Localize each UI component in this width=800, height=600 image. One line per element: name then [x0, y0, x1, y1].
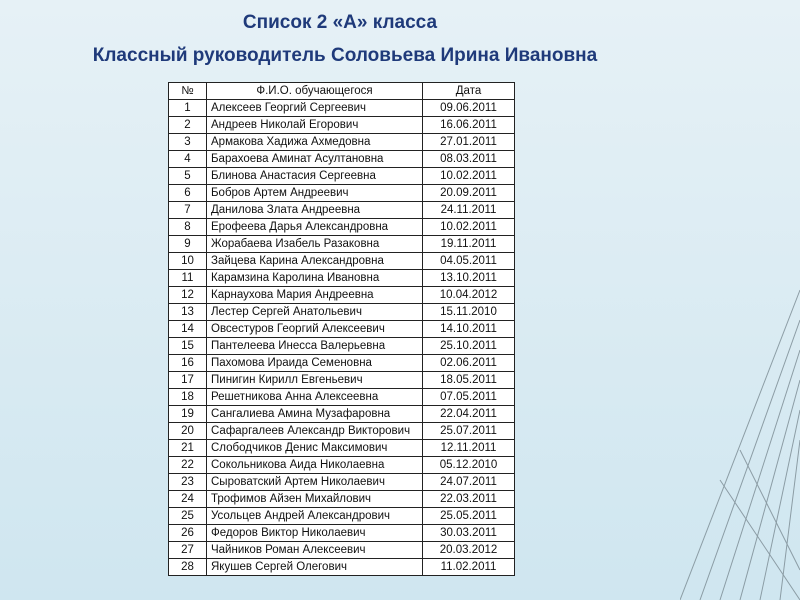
table-row [169, 253, 515, 270]
student-name: Лестер Сергей Анатольевич [207, 304, 423, 321]
row-date: 27.01.2011 [423, 134, 515, 151]
row-date: 25.07.2011 [423, 423, 515, 440]
row-date: 18.05.2011 [423, 372, 515, 389]
student-name: Армакова Хадижа Ахмедовна [207, 134, 423, 151]
student-name: Решетникова Анна Алексеевна [207, 389, 423, 406]
row-number: 22 [169, 457, 207, 474]
table-row [169, 321, 515, 338]
table-row [169, 474, 515, 491]
student-name: Пинигин Кирилл Евгеньевич [207, 372, 423, 389]
row-date: 08.03.2011 [423, 151, 515, 168]
student-name: Ерофеева Дарья Александровна [207, 219, 423, 236]
table-row [169, 355, 515, 372]
row-number: 3 [169, 134, 207, 151]
row-date: 04.05.2011 [423, 253, 515, 270]
row-number: 20 [169, 423, 207, 440]
student-name: Трофимов Айзен Михайлович [207, 491, 423, 508]
student-name: Алексеев Георгий Сергеевич [207, 100, 423, 117]
row-number: 19 [169, 406, 207, 423]
table-row [169, 219, 515, 236]
student-name: Федоров Виктор Николаевич [207, 525, 423, 542]
row-number: 2 [169, 117, 207, 134]
slide-title: Список 2 «А» класса [242, 12, 438, 33]
table-row [169, 202, 515, 219]
row-date: 24.07.2011 [423, 474, 515, 491]
row-number: 27 [169, 542, 207, 559]
table-row [169, 168, 515, 185]
table-body [169, 100, 515, 576]
row-date: 05.12.2010 [423, 457, 515, 474]
row-number: 1 [169, 100, 207, 117]
student-name: Данилова Злата Андреевна [207, 202, 423, 219]
table-header-row [169, 83, 515, 100]
row-date: 24.11.2011 [423, 202, 515, 219]
table-row [169, 423, 515, 440]
row-number: 13 [169, 304, 207, 321]
student-name: Чайников Роман Алексеевич [207, 542, 423, 559]
student-name: Овсестуров Георгий Алексеевич [207, 321, 423, 338]
table-row [169, 457, 515, 474]
table-row [169, 338, 515, 355]
student-name: Карамзина Каролина Ивановна [207, 270, 423, 287]
student-name: Сафаргалеев Александр Викторович [207, 423, 423, 440]
student-name: Усольцев Андрей Александрович [207, 508, 423, 525]
row-number: 9 [169, 236, 207, 253]
row-date: 12.11.2011 [423, 440, 515, 457]
student-name: Сангалиева Амина Музафаровна [207, 406, 423, 423]
row-number: 10 [169, 253, 207, 270]
column-header-name: Ф.И.О. обучающегося [207, 83, 423, 100]
row-date: 10.02.2011 [423, 219, 515, 236]
row-number: 14 [169, 321, 207, 338]
row-number: 7 [169, 202, 207, 219]
row-date: 22.03.2011 [423, 491, 515, 508]
table-row [169, 559, 515, 576]
student-name: Бобров Артем Андреевич [207, 185, 423, 202]
row-number: 21 [169, 440, 207, 457]
row-number: 16 [169, 355, 207, 372]
row-number: 4 [169, 151, 207, 168]
row-number: 28 [169, 559, 207, 576]
student-name: Зайцева Карина Александровна [207, 253, 423, 270]
row-number: 15 [169, 338, 207, 355]
student-name: Жорабаева Изабель Разаковна [207, 236, 423, 253]
row-date: 16.06.2011 [423, 117, 515, 134]
row-number: 23 [169, 474, 207, 491]
row-date: 02.06.2011 [423, 355, 515, 372]
table-row [169, 270, 515, 287]
row-date: 10.04.2012 [423, 287, 515, 304]
row-date: 22.04.2011 [423, 406, 515, 423]
row-date: 25.05.2011 [423, 508, 515, 525]
table-row [169, 117, 515, 134]
table-row [169, 304, 515, 321]
row-date: 14.10.2011 [423, 321, 515, 338]
table-row [169, 236, 515, 253]
row-number: 11 [169, 270, 207, 287]
student-name: Слободчиков Денис Максимович [207, 440, 423, 457]
table-row [169, 134, 515, 151]
student-name: Карнаухова Мария Андреевна [207, 287, 423, 304]
row-date: 13.10.2011 [423, 270, 515, 287]
table-row [169, 185, 515, 202]
student-list-table [168, 82, 515, 576]
student-name: Сокольникова Аида Николаевна [207, 457, 423, 474]
class-teacher-line: Классный руководитель Соловьева Ирина Ивановна [92, 45, 598, 66]
row-date: 11.02.2011 [423, 559, 515, 576]
row-date: 07.05.2011 [423, 389, 515, 406]
row-date: 15.11.2010 [423, 304, 515, 321]
table-row [169, 151, 515, 168]
row-date: 25.10.2011 [423, 338, 515, 355]
student-name: Якушев Сергей Олегович [207, 559, 423, 576]
table-row [169, 100, 515, 117]
row-number: 25 [169, 508, 207, 525]
row-number: 24 [169, 491, 207, 508]
column-header-date: Дата [423, 83, 515, 100]
row-date: 10.02.2011 [423, 168, 515, 185]
student-name: Пахомова Ираида Семеновна [207, 355, 423, 372]
table-row [169, 525, 515, 542]
row-date: 30.03.2011 [423, 525, 515, 542]
row-date: 20.03.2012 [423, 542, 515, 559]
student-name: Блинова Анастасия Сергеевна [207, 168, 423, 185]
row-number: 18 [169, 389, 207, 406]
row-number: 12 [169, 287, 207, 304]
row-date: 20.09.2011 [423, 185, 515, 202]
table-row [169, 491, 515, 508]
table-row [169, 508, 515, 525]
row-date: 19.11.2011 [423, 236, 515, 253]
row-number: 17 [169, 372, 207, 389]
table-row [169, 287, 515, 304]
table-row [169, 440, 515, 457]
row-number: 5 [169, 168, 207, 185]
table-row [169, 406, 515, 423]
student-name: Пантелеева Инесса Валерьевна [207, 338, 423, 355]
table-row [169, 542, 515, 559]
table-row [169, 372, 515, 389]
row-number: 8 [169, 219, 207, 236]
student-name: Сыроватский Артем Николаевич [207, 474, 423, 491]
decorative-lines [680, 250, 800, 600]
row-date: 09.06.2011 [423, 100, 515, 117]
row-number: 6 [169, 185, 207, 202]
table-row [169, 389, 515, 406]
column-header-number: № [169, 83, 207, 100]
row-number: 26 [169, 525, 207, 542]
student-name: Барахоева Аминат Асултановна [207, 151, 423, 168]
student-name: Андреев Николай Егорович [207, 117, 423, 134]
